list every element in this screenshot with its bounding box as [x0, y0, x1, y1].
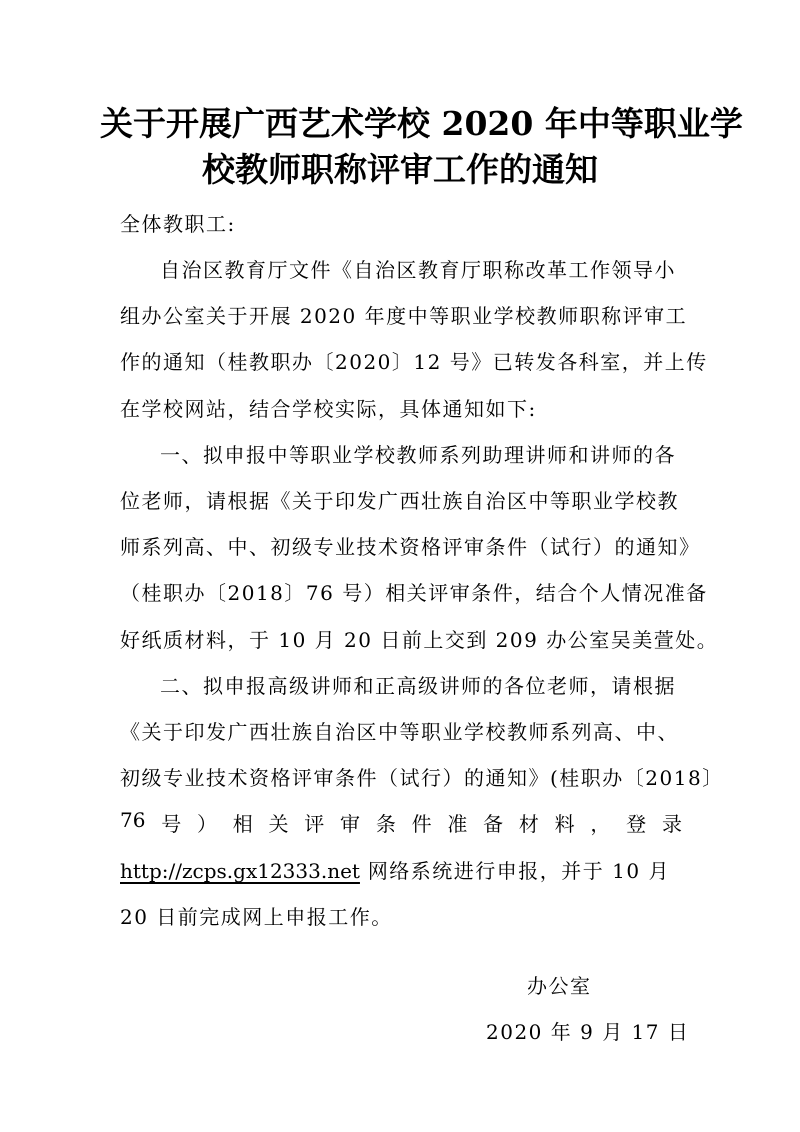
paragraph-1-line-1: 自治区教育厅文件《自治区教育厅职称改革工作领导小: [160, 258, 676, 282]
spread-word: 录: [661, 812, 682, 836]
paragraph-3-line-2: 《关于印发广西壮族自治区中等职业学校教师系列高、中、: [120, 720, 679, 744]
paragraph-3-line-3: 初级专业技术资格评审条件（试行）的通知》(桂职办〔2018〕: [120, 766, 724, 790]
spread-word: 审: [340, 812, 361, 836]
title-line-1: 关于开展广西艺术学校 2020 年中等职业学: [100, 104, 743, 143]
spread-word: 备: [483, 812, 504, 836]
title-line-2: 校教师职称评审工作的通知: [202, 150, 598, 189]
spread-word: 76: [120, 808, 146, 832]
spread-word: 相: [232, 812, 253, 836]
paragraph-3-line-1: 二、拟申报高级讲师和正高级讲师的各位老师，请根据: [160, 674, 676, 698]
registration-url-link[interactable]: http://zcps.gx12333.net: [120, 859, 360, 883]
url-tail-text: 网络系统进行申报，并于 10 月: [367, 859, 670, 883]
paragraph-3-line-6: 20 日前完成网上申报工作。: [120, 905, 393, 929]
spread-word: ）: [196, 812, 217, 836]
spread-word: 号: [161, 812, 182, 836]
spread-word: 评: [304, 812, 325, 836]
paragraph-2-line-3: 师系列高、中、初级专业技术资格评审条件（试行）的通知》: [120, 535, 701, 559]
spread-word: 条: [375, 812, 396, 836]
paragraph-3-line-4: [120, 808, 682, 837]
spread-word: 关: [268, 812, 289, 836]
paragraph-1-line-2: 组办公室关于开展 2020 年度中等职业学校教师职称评审工: [120, 304, 688, 328]
spread-word: 材: [518, 812, 539, 836]
spread-word: ，: [590, 812, 611, 836]
salutation: 全体教职工:: [120, 212, 236, 236]
spread-word: 登: [626, 812, 647, 836]
signature-office: 办公室: [527, 974, 592, 998]
paragraph-3-line-5: [120, 855, 670, 884]
spread-word: 件: [411, 812, 432, 836]
paragraph-2-line-4: （桂职办〔2018〕76 号）相关评审条件，结合个人情况准备: [120, 581, 708, 605]
paragraph-1-line-3: 作的通知（桂教职办〔2020〕12 号》已转发各科室，并上传: [120, 350, 708, 374]
signature-date: 2020 年 9 月 17 日: [486, 1020, 690, 1044]
spread-word: 准: [447, 812, 468, 836]
paragraph-2-line-2: 位老师，请根据《关于印发广西壮族自治区中等职业学校教: [120, 489, 679, 513]
spread-word: 料: [554, 812, 575, 836]
paragraph-2-line-5: 好纸质材料，于 10 月 20 日前上交到 209 办公室吴美萱处。: [120, 628, 719, 652]
paragraph-2-line-1: 一、拟申报中等职业学校教师系列助理讲师和讲师的各: [160, 443, 676, 467]
paragraph-1-line-4: 在学校网站，结合学校实际，具体通知如下:: [120, 397, 537, 421]
